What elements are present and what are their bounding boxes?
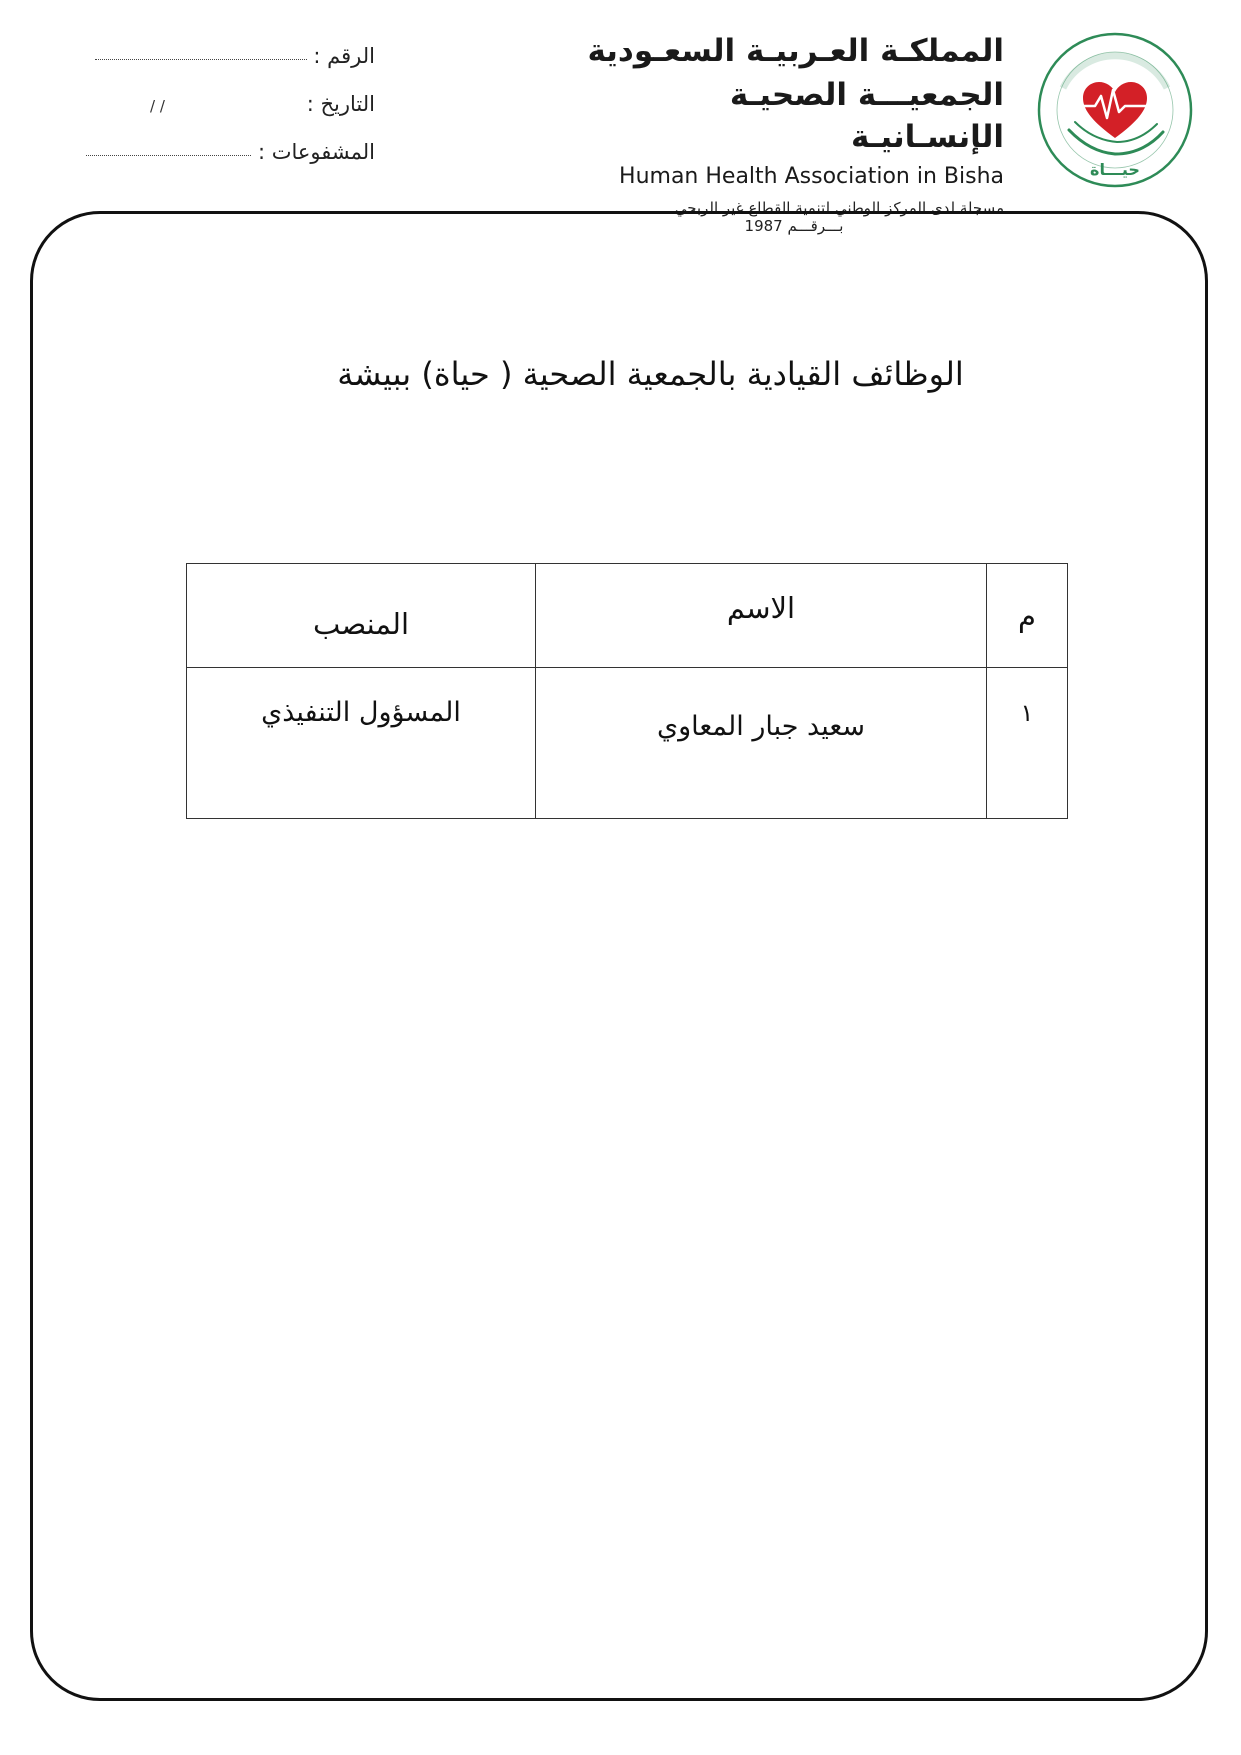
org-english-name: Human Health Association in Bisha [619,164,1004,189]
header-number: م [987,564,1068,668]
organization-header [584,30,1004,235]
cell-number: ١ [987,668,1068,819]
content-frame [30,211,1208,1701]
heart-hands-logo-icon [1035,30,1195,190]
org-registration-text: مسجلة لدى المركز الوطني لتنمية القطاع غير الربحي [674,199,1004,217]
org-registration-number: بـــرقـــم 1987 [744,217,844,235]
association-logo [1035,30,1195,190]
date-field [150,92,375,116]
reference-number-field [95,44,375,68]
org-country-name: المملكـة العـربيـة السعـودية [587,33,1004,69]
reference-number-blank [95,55,307,60]
header-name: الاسم [536,564,987,668]
date-blank: / / [150,97,165,115]
org-association-name: الجمعيـــة الصحيـة الإنسـانيـة [729,77,1004,155]
date-label: التاريخ : [306,92,375,116]
reference-number-label: الرقم : [313,44,375,68]
cell-position: المسؤول التنفيذي [187,668,536,819]
table-row [187,668,1068,819]
attachments-blank [86,151,251,156]
leadership-table [186,563,1068,819]
cell-name: سعيد جبار المعاوي [536,668,987,819]
page-title: الوظائف القيادية بالجمعية الصحية ( حياة) ببيشة [337,355,964,393]
attachments-field [86,140,375,164]
logo-word: حيـــاة [1090,160,1140,179]
attachments-label: المشفوعات : [257,140,375,164]
table-header-row [187,564,1068,668]
header-position: المنصب [187,564,536,668]
